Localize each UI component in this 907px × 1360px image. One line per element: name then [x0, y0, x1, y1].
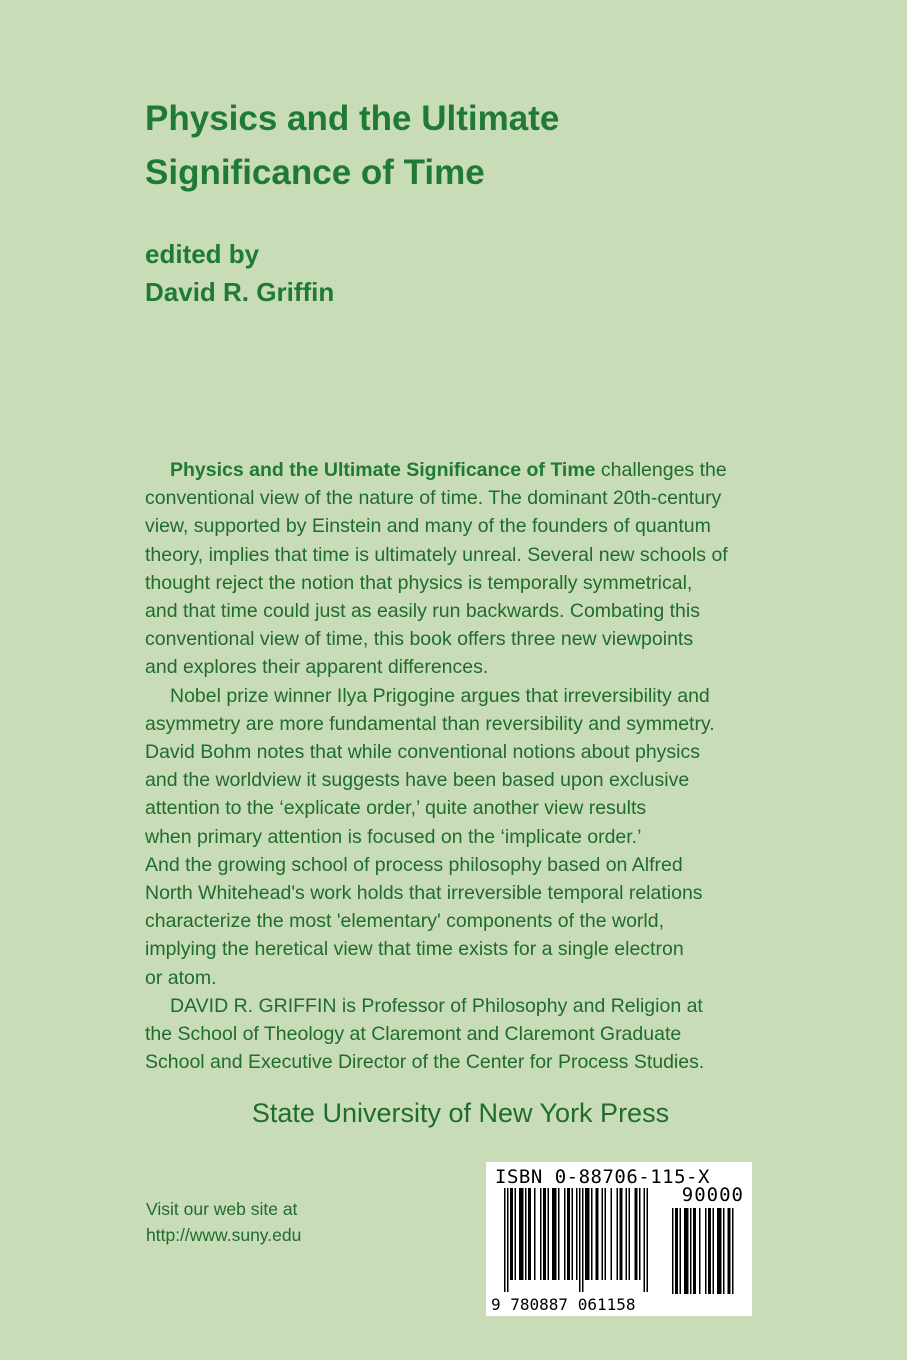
- description-line: and the worldview it suggests have been based upon exclusive: [145, 769, 690, 792]
- barcode-bar: [639, 1188, 641, 1280]
- barcode-bar: [723, 1208, 725, 1294]
- ean-number: 9 780887 061158: [491, 1295, 636, 1314]
- barcode-bar: [699, 1208, 701, 1294]
- barcode-bar: [576, 1188, 578, 1280]
- barcode-bar: [690, 1208, 692, 1294]
- description-line: when primary attention is focused on the ‘implicate order.’: [145, 825, 642, 848]
- barcode-bar: [504, 1188, 506, 1292]
- book-title: [145, 92, 765, 200]
- barcode-bar: [540, 1188, 542, 1280]
- description-line: conventional view of the nature of time. The dominant 20th-century: [145, 487, 722, 510]
- barcode-bar: [507, 1188, 509, 1292]
- website-url: http://www.suny.edu: [146, 1225, 302, 1245]
- barcode-bar: [564, 1188, 566, 1280]
- barcode-bar: [717, 1208, 722, 1294]
- description-title-bold: Physics and the Ultimate Significance of Time: [170, 459, 596, 481]
- description-line: and explores their apparent differences.: [145, 656, 489, 679]
- barcode-bar: [693, 1208, 696, 1294]
- barcode-bar: [635, 1188, 638, 1280]
- isbn-barcode: [486, 1162, 752, 1316]
- description-line: School and Executive Director of the Center for Process Studies.: [145, 1051, 705, 1074]
- barcode-bar: [585, 1188, 590, 1280]
- barcode-bar: [552, 1188, 557, 1280]
- description-line: David Bohm notes that while conventional notions about physics: [145, 741, 700, 764]
- edited-by-label: edited by: [145, 239, 260, 269]
- barcode-bar: [515, 1188, 517, 1280]
- barcode-bar: [728, 1208, 731, 1294]
- barcode-bar: [732, 1208, 734, 1294]
- barcode-bar: [675, 1208, 678, 1294]
- barcode-bar: [582, 1188, 584, 1292]
- barcode-bar: [644, 1188, 646, 1292]
- barcode-bar: [548, 1188, 550, 1280]
- description-line: asymmetry are more fundamental than reversibility and symmetry.: [145, 712, 715, 735]
- barcode-bar: [708, 1208, 711, 1294]
- description-line: the School of Theology at Claremont and Claremont Graduate: [145, 1023, 682, 1046]
- barcode-bar: [558, 1188, 560, 1280]
- description-line: DAVID R. GRIFFIN is Professor of Philosophy and Religion at: [170, 994, 703, 1017]
- barcode-bar: [684, 1208, 689, 1294]
- description-line: characterize the most 'elementary' components of the world,: [145, 910, 665, 933]
- description-line: view, supported by Einstein and many of the founders of quantum: [145, 515, 711, 538]
- price-code: 90000: [681, 1184, 744, 1206]
- editor-name: David R. Griffin: [145, 277, 335, 307]
- description-line: implying the heretical view that time exists for a single electron: [145, 938, 684, 961]
- barcode-bar: [534, 1188, 536, 1280]
- description-line: attention to the ‘explicate order,’ quite another view results: [145, 797, 647, 820]
- barcode-bar: [713, 1208, 715, 1294]
- book-title-line-1: Physics and the Ultimate: [145, 99, 560, 138]
- barcode-bar: [705, 1208, 707, 1294]
- description-line: Physics and the Ultimate Significance of Time challenges the: [170, 459, 727, 481]
- barcode-bar: [572, 1188, 574, 1280]
- description-line: or atom.: [145, 966, 217, 989]
- barcode-bar: [626, 1188, 628, 1280]
- barcode-bar: [617, 1188, 619, 1280]
- barcode-bar: [605, 1188, 607, 1280]
- barcode-bar: [647, 1188, 649, 1292]
- barcode-bar: [525, 1188, 527, 1280]
- barcode-bar: [629, 1188, 631, 1280]
- editor-credit: [145, 235, 334, 311]
- description-line: North Whitehead's work holds that irreversible temporal relations: [145, 882, 703, 905]
- barcode-bar: [611, 1188, 613, 1280]
- barcode-bar: [596, 1188, 599, 1280]
- description-line: And the growing school of process philosophy based on Alfred: [145, 853, 683, 876]
- barcode-bar: [519, 1188, 524, 1280]
- barcode-bar: [602, 1188, 604, 1280]
- isbn-number: ISBN 0-88706-115-X: [495, 1166, 710, 1188]
- barcode-bar: [672, 1208, 674, 1294]
- description-line: thought reject the notion that physics is temporally symmetrical,: [145, 571, 693, 594]
- book-description: [145, 456, 785, 1076]
- description-line: Nobel prize winner Ilya Prigogine argues that irreversibility and: [170, 684, 710, 707]
- barcode-bar: [591, 1188, 593, 1280]
- website-notice: [146, 1196, 301, 1248]
- barcode-bar: [680, 1208, 682, 1294]
- barcode-bar: [528, 1188, 531, 1280]
- description-line: and that time could just as easily run backwards. Combating this: [145, 600, 700, 623]
- publisher-name: State University of New York Press: [251, 1098, 670, 1128]
- addon-barcode-bars: [672, 1208, 742, 1294]
- barcode-bar: [567, 1188, 570, 1280]
- description-line: conventional view of time, this book offers three new viewpoints: [145, 628, 694, 651]
- book-title-line-2: Significance of Time: [145, 153, 485, 192]
- website-label: Visit our web site at: [146, 1199, 298, 1219]
- barcode-bar: [620, 1188, 623, 1280]
- description-line: theory, implies that time is ultimately unreal. Several new schools of: [145, 543, 728, 566]
- barcode-bar: [510, 1188, 513, 1280]
- barcode-bar: [543, 1188, 546, 1280]
- ean-barcode-bars: [504, 1188, 666, 1292]
- barcode-bar: [579, 1188, 581, 1292]
